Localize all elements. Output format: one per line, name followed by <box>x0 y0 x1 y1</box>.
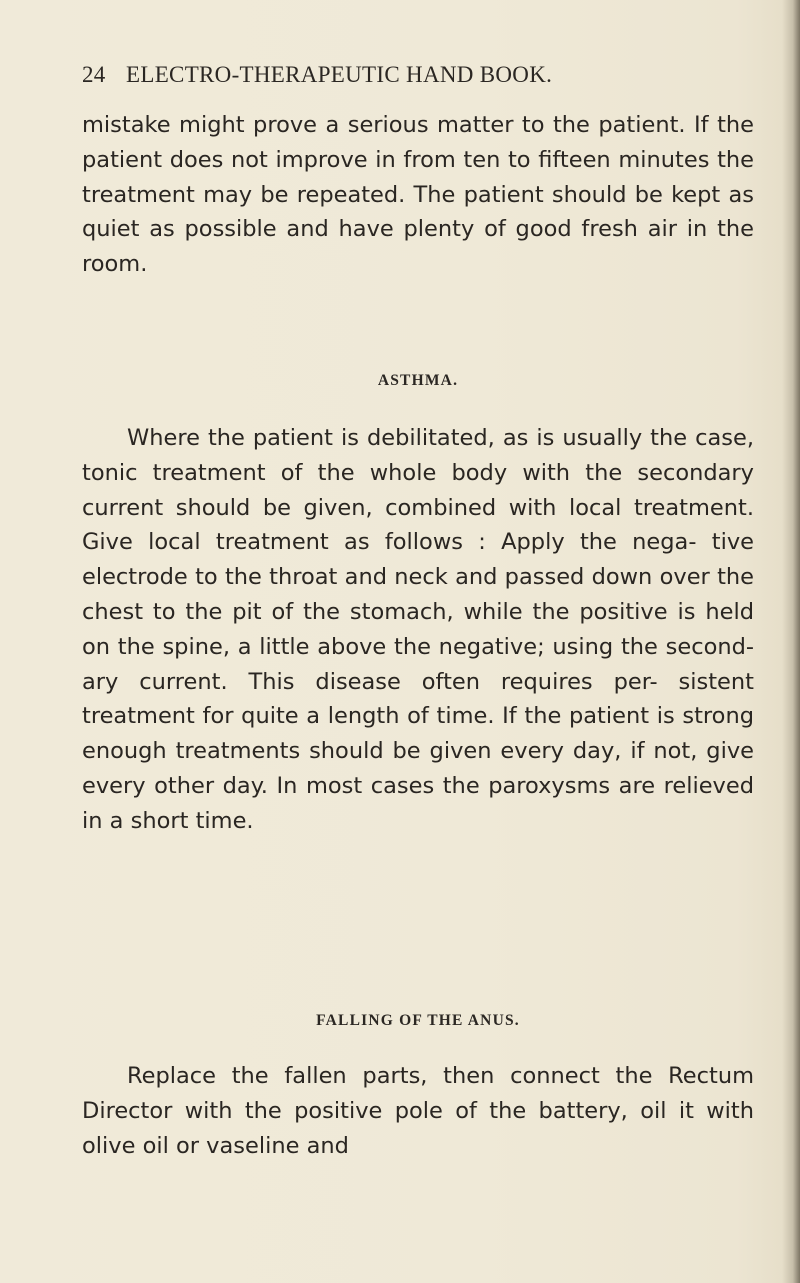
section-heading-falling-of-the-anus: FALLING OF THE ANUS. <box>316 1012 520 1029</box>
page-number: 24 <box>82 62 106 87</box>
section-heading-asthma: ASTHMA. <box>377 372 459 389</box>
continued-paragraph: mistake might prove a serious matter to the patient. If the patient does not improve in from ten to fifteen minutes the treatment may be repeated. The patient should be kept as quiet as possible and have plenty of good fresh air in the room. <box>82 112 754 278</box>
anus-paragraph-block <box>82 1059 754 1163</box>
running-title: ELECTRO-THERAPEUTIC HAND BOOK. <box>126 62 553 87</box>
asthma-paragraph: Where the patient is debilitated, as is usually the case, tonic treatment of the whole body with the secondary current should be given, combined with local treatment. Give local treatment as follows : Apply the nega- tive electrode to the throat and neck and passed down over the chest to the pit of the stomach, while the positive is held on the spine, a little above the negative; using the second- ary current. This disease often requires per- sistent treatment for quite a length of time. If the patient is strong enough treatments should be given every day, if not, give every other day. In most cases the paroxysms are relieved in a short time. <box>82 425 754 834</box>
page-edge-shadow <box>782 0 800 1283</box>
page-header <box>82 62 722 88</box>
asthma-paragraph-block <box>82 421 754 839</box>
anus-paragraph: Replace the fallen parts, then connect the Rectum Director with the positive pole of the battery, oil it with olive oil or vaseline and <box>82 1063 754 1159</box>
continued-paragraph-block <box>82 108 754 282</box>
